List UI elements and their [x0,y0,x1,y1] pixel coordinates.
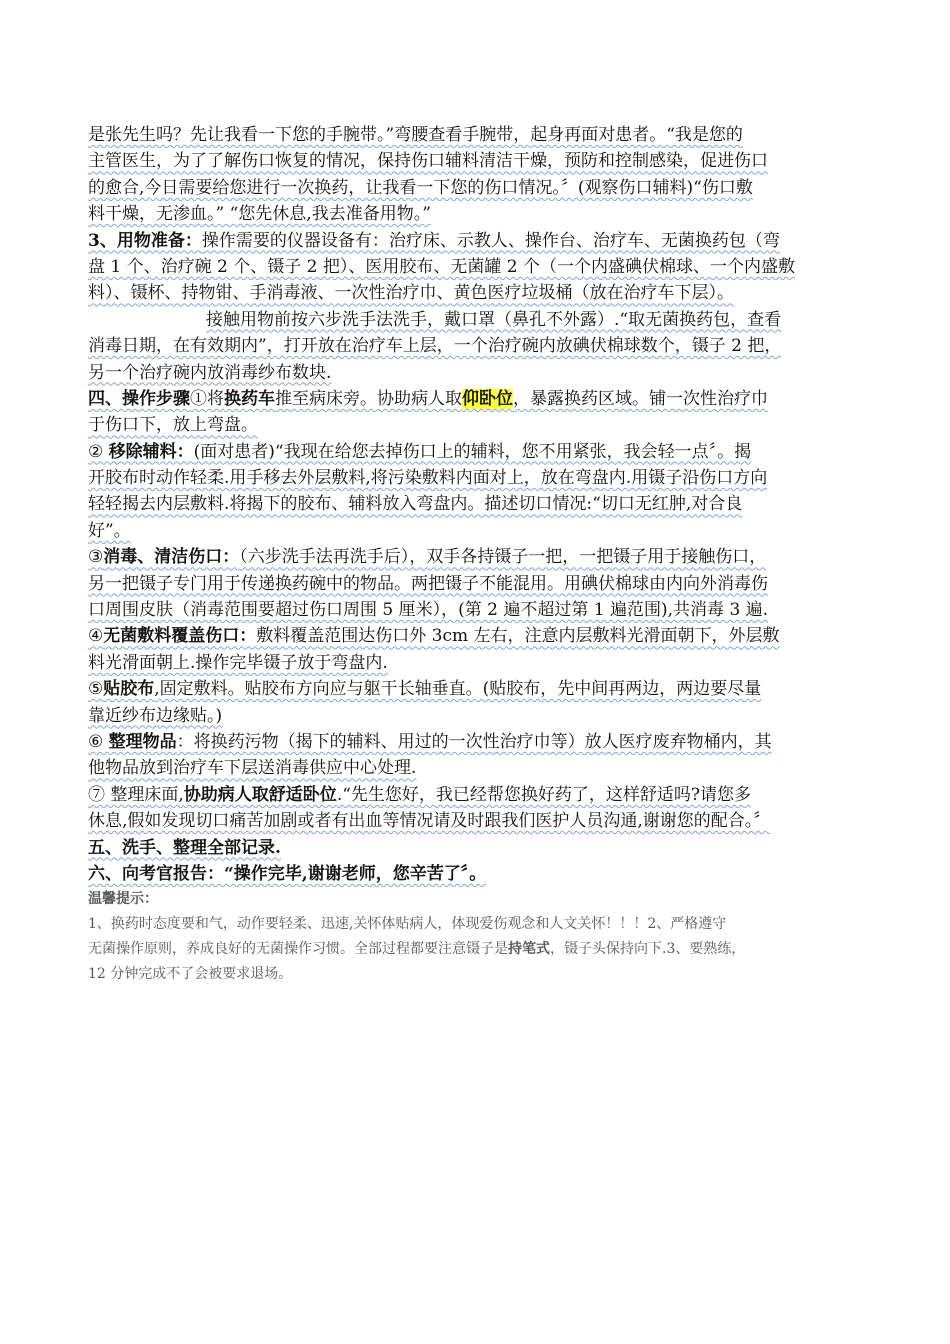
text-segment: 持笔式 [508,941,550,958]
text-line [88,333,873,359]
text-line [88,201,873,227]
text-line [88,307,873,333]
text-segment: ② [88,441,109,462]
text-segment: 四、操作步骤 [88,388,190,409]
text-segment: ⑦ 整理床面, [88,784,184,805]
text-segment: 料）、镊杯、持物钳、手消毒液、一次性治疗巾、黄色医疗垃圾桶（放在治疗车下层）。 [88,283,734,304]
text-line [88,148,873,174]
text-line [88,782,873,808]
text-segment: 于伤口下，放上弯盘。 [88,415,258,436]
text-line [88,439,873,465]
text-segment: 推至病床旁。协助病人取 [275,388,462,409]
text-segment: 他物品放到治疗车下层送消毒供应中心处理. [88,758,417,779]
text-segment: 无菌操作原则，养成良好的无菌操作习惯。全部过程都要注意镊子是 [88,941,508,958]
text-line [88,571,873,597]
text-line [88,623,873,649]
text-line [88,755,873,781]
text-segment: ，镊子头保持向下.3、要熟练， [550,941,746,958]
text-segment: 主管医生，为了了解伤口恢复的情况，保持伤口辅料清洁干燥，预防和控制感染，促进伤口 [88,151,768,172]
text-segment: 消毒日期，在有效期内”，打开放在治疗车上层，一个治疗碗内放碘伏棉球数个，镊子 2 把， [88,336,782,357]
text-segment: ，暴露换药区域。铺一次性治疗巾 [513,388,768,409]
text-segment: 轻轻揭去内层敷料.将揭下的胶布、辅料放入弯盘内。描述切口情况:“切口无红肿,对合良 [88,494,743,515]
text-segment: 另一把镊子专门用于传递换药碗中的物品。两把镊子不能混用。用碘伏棉球由内向外消毒伤 [88,573,768,594]
text-line [88,412,873,438]
text-segment: 1、换药时态度要和气，动作要轻柔、迅速,关怀体贴病人，体现爱伤观念和人文关怀！！！2、严格遵守 [88,916,727,933]
text-line [88,491,873,517]
text-line [88,676,873,702]
text-segment: 贴胶布 [103,679,155,700]
text-segment: 五、洗手、整理全部记录. [88,837,281,858]
highlighted-text: 仰卧位 [462,388,513,409]
text-line [88,544,873,570]
text-segment: 整理物品 [108,731,177,752]
text-line [88,835,873,861]
text-segment: 口周围皮肤（消毒范围要超过伤口周围 5 厘米），(第 2 遍不超过第 1 遍范围),共消毒 3 遍. [88,600,769,621]
text-segment: 是张先生吗？先让我看一下您的手腕带。”弯腰查看手腕带，起身再面对患者。“我是您的 [88,125,743,145]
text-line [88,228,873,254]
text-line [88,280,873,306]
text-segment: 消毒、清洁伤口： [103,547,240,568]
text-line [88,650,873,676]
text-segment: ①将 [190,388,224,409]
text-segment: 料光滑面朝上.操作完毕镊子放于弯盘内. [88,652,388,673]
text-segment: 3、用物准备： [88,230,202,251]
tips-title: 温馨提示： [88,891,158,908]
text-line [88,808,873,834]
text-segment: ,固定敷料。贴胶布方向应与躯干长轴垂直。(贴胶布，先中间再两边，两边要尽量 [154,679,762,700]
text-segment: ③ [88,547,104,568]
text-line [88,861,873,887]
text-segment: ⑤ [88,679,104,700]
text-segment: 六、向考官报告：“操作完毕,谢谢老师，您辛苦了〞。 [88,863,487,884]
text-segment: 盘 1 个、治疗碗 2 个、镊子 2 把）、医用胶布、无菌罐 2 个（一个内盛碘伏棉球、一个内盛敷 [88,256,795,277]
text-segment: 休息,假如发现切口痛苦加剧或者有出血等情况请及时跟我们医护人员沟通,谢谢您的配合。〞 [88,811,771,832]
text-segment: .“先生您好，我已经帮您换好药了，这样舒适吗?请您多 [336,784,752,805]
text-segment: ④ [88,626,104,647]
text-segment: 移除辅料： [108,441,194,462]
text-segment: 操作需要的仪器设备有：治疗床、示教人、操作台、治疗车、无菌换药包（弯 [201,230,780,251]
text-segment: ：将换药污物（揭下的辅料、用过的一次性治疗巾等）放人医疗废弃物桶内，其 [176,731,772,752]
text-segment: (面对患者)“我现在给您去掉伤口上的辅料，您不用紧张，我会轻一点〞。揭 [193,441,752,462]
text-line [88,465,873,491]
text-line [88,597,873,623]
text-segment: 的愈合,今日需要给您进行一次换药，让我看一下您的伤口情况。〞(观察伤口辅料)“伤口敷 [88,177,753,198]
text-segment: 好”。 [88,520,131,541]
text-segment: 开胶布时动作轻柔.用手移去外层敷料,将污染敷料内面对上，放在弯盘内.用镊子沿伤口方向 [88,468,768,489]
text-segment: 无菌敷料覆盖伤口： [103,626,257,647]
text-line [88,386,873,412]
text-line [88,962,873,987]
text-segment: （六步洗手法再洗手后），双手各持镊子一把，一把镊子用于接触伤口， [239,547,767,568]
text-segment: 靠近纱布边缘贴。) [88,705,223,726]
text-line [88,937,873,962]
text-line [88,912,873,937]
text-line [88,729,873,755]
text-segment: 另一个治疗碗内放消毒纱布数块. [88,362,332,383]
text-line [88,703,873,729]
text-line [88,518,873,544]
text-segment: 接触用物前按六步洗手法洗手，戴口罩（鼻孔不外露）.“取无菌换药包，查看 [206,309,782,330]
text-segment: 敷料覆盖范围达伤口外 3cm 左右，注意内层敷料光滑面朝下，外层敷 [256,626,780,647]
text-segment: 料干燥，无渗血。” “您先休息,我去准备用物。” [88,204,431,225]
document-body [88,122,873,887]
text-line [88,360,873,386]
text-segment: 协助病人取舒适卧位 [183,784,337,805]
text-line [88,175,873,201]
text-segment: 换药车 [224,388,275,409]
text-segment: 12 分钟完成不了会被要求退场。 [88,966,293,983]
text-segment: ⑥ [88,731,109,752]
text-line [88,254,873,280]
tips-body [88,912,873,987]
text-line [88,122,873,148]
document-page [88,122,873,987]
